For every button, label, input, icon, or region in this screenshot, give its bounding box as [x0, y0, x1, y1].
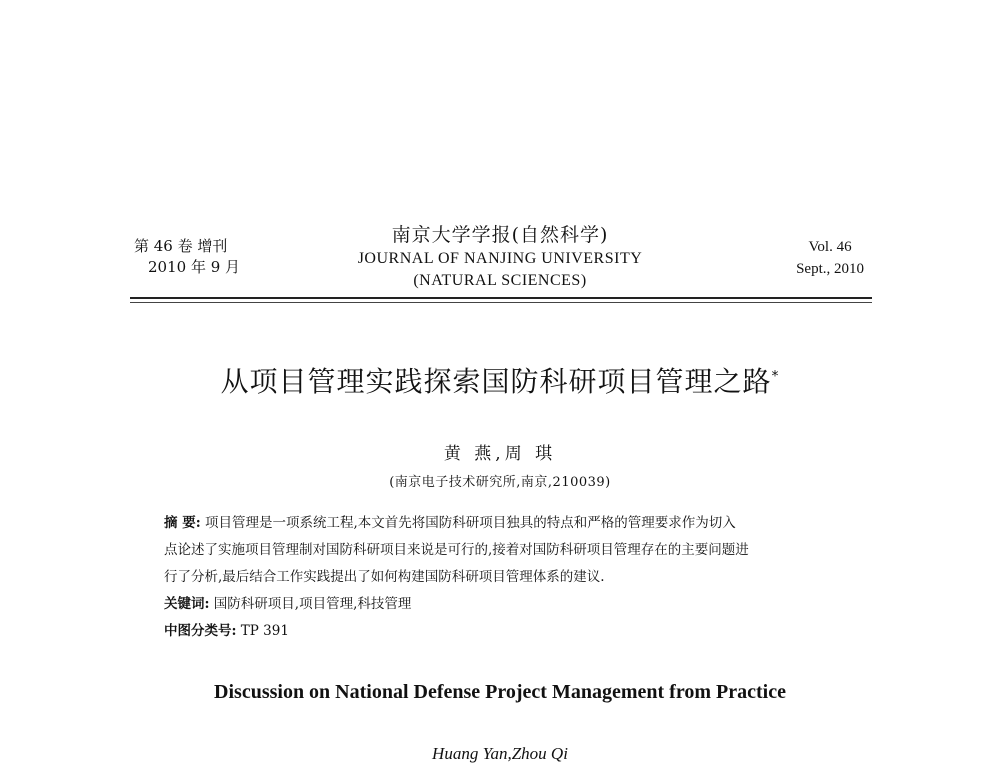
keywords-line — [164, 591, 836, 618]
title-text: 从项目管理实践探索国防科研项目管理之路 — [220, 365, 772, 398]
volume-issue-en — [796, 236, 864, 280]
abstract-line-1 — [164, 510, 836, 537]
abstract-line-3: 行了分析,最后结合工作实践提出了如何构建国防科研项目管理体系的建议. — [164, 569, 605, 585]
affiliation-cn: (南京电子技术研究所,南京,210039) — [389, 475, 611, 490]
journal-title-cn: 南京大学学报(自然科学) — [391, 224, 609, 246]
authors-cn: 黄 燕,周 琪 — [443, 444, 557, 464]
volume-issue-cn — [134, 236, 240, 278]
date-en: Sept., 2010 — [796, 261, 864, 277]
keywords-label: 关键词: — [164, 596, 210, 612]
classification-label: 中图分类号: — [164, 623, 237, 639]
header-rule-thin — [130, 302, 872, 303]
journal-title-en: JOURNAL OF NANJING UNIVERSITY — [357, 250, 643, 267]
abstract-text-1: 项目管理是一项系统工程,本文首先将国防科研项目独具的特点和严格的管理要求作为切入 — [204, 515, 736, 531]
article-title-en: Discussion on National Defense Project Management from Practice — [214, 681, 786, 703]
journal-subtitle-en: (NATURAL SCIENCES) — [413, 272, 587, 289]
header-rule-thick — [130, 297, 872, 299]
journal-masthead — [320, 222, 680, 292]
footnote-mark: * — [771, 368, 780, 385]
authors-en: Huang Yan,Zhou Qi — [432, 744, 568, 763]
date-line: 2010 年 9 月 — [148, 258, 241, 276]
abstract-line-2: 点论述了实施项目管理制对国防科研项目来说是可行的,接着对国防科研项目管理存在的主要问题进 — [164, 542, 749, 558]
volume-line: 第 46 卷 增刊 — [134, 237, 228, 255]
article-title-cn — [0, 360, 1000, 400]
abstract-block — [164, 510, 836, 645]
volume-en: Vol. 46 — [808, 239, 852, 255]
abstract-label: 摘 要: — [164, 515, 201, 531]
keywords-value: 国防科研项目,项目管理,科技管理 — [213, 596, 412, 612]
classification-value: TP 391 — [240, 623, 289, 639]
classification-line — [164, 618, 836, 645]
